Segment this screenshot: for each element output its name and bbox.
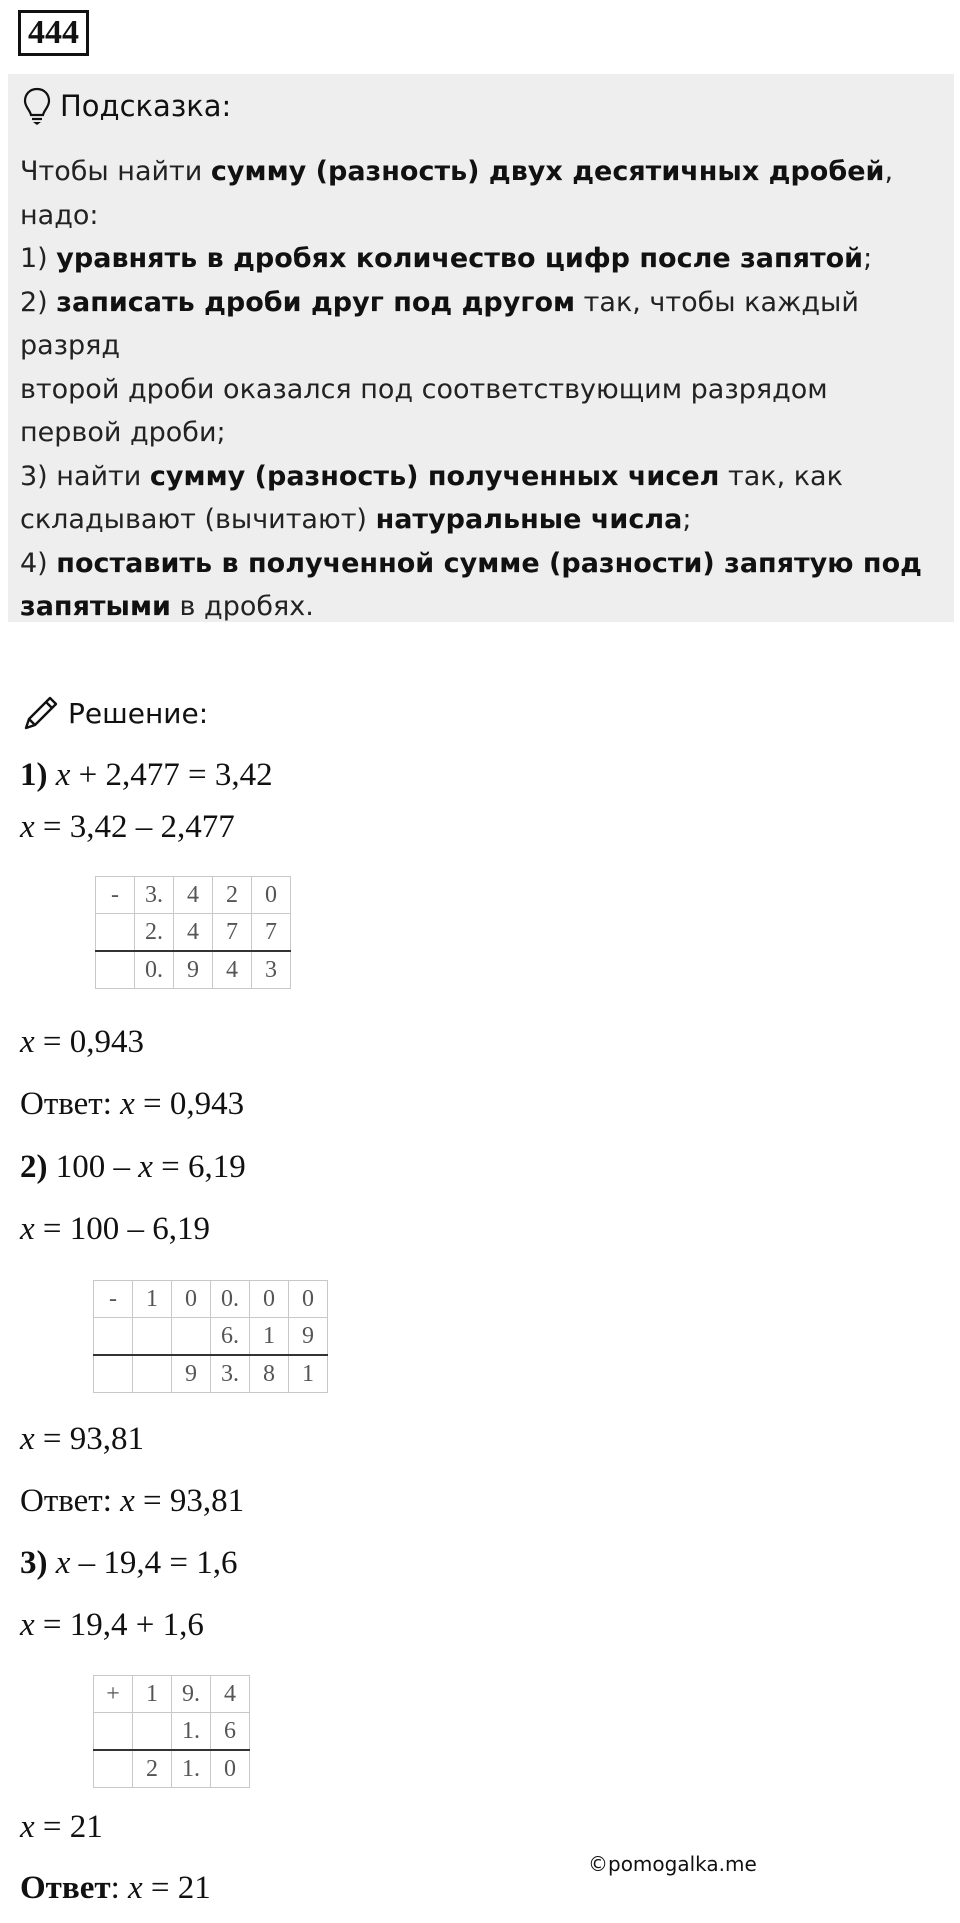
hint-step-3 <box>20 455 942 542</box>
calc-row <box>94 1750 250 1788</box>
calc-cell <box>94 1713 133 1751</box>
calc-row <box>96 914 291 952</box>
calc-cell <box>133 1318 172 1356</box>
p2-result <box>20 1421 144 1458</box>
calc-row <box>94 1713 250 1751</box>
calc-cell: 1. <box>172 1713 211 1751</box>
p3-answer-value: = 21 <box>142 1870 211 1906</box>
step2-num: 2) <box>20 286 57 318</box>
calc-cell: 8 <box>250 1355 289 1393</box>
calc-cell: 4 <box>213 951 252 989</box>
calc-cell: 9 <box>174 951 213 989</box>
p2-step-text: = 100 – 6,19 <box>34 1211 211 1247</box>
p3-answer-colon: : <box>110 1870 128 1906</box>
hint-text <box>20 150 942 629</box>
p2-step-var: x <box>20 1211 35 1247</box>
calc-cell: 0 <box>289 1281 328 1318</box>
step2-line2: второй дроби оказался под соответствующим разрядом <box>20 373 828 405</box>
p1-equation <box>20 757 273 794</box>
p1-label: 1) <box>20 757 48 793</box>
calc-cell <box>96 951 135 989</box>
calc-row <box>94 1355 328 1393</box>
p2-column-calc <box>93 1280 328 1393</box>
calc-cell <box>172 1318 211 1356</box>
p2-var: x <box>138 1149 153 1185</box>
calc-cell: 4 <box>174 914 213 952</box>
calc-sign: - <box>94 1281 133 1318</box>
calc-row <box>94 1676 250 1713</box>
p2-step <box>20 1211 210 1248</box>
step3-post: так, как <box>719 460 843 492</box>
p2-answer <box>20 1483 244 1520</box>
pencil-icon <box>20 692 62 734</box>
hint-intro <box>20 150 942 237</box>
p3-result-text: = 21 <box>34 1809 103 1845</box>
p2-label: 2) <box>20 1149 48 1185</box>
p3-answer <box>20 1870 211 1907</box>
hint-step-2 <box>20 281 942 455</box>
solution-title: Решение: <box>68 696 209 730</box>
p1-answer-value: = 0,943 <box>134 1086 245 1122</box>
p1-result <box>20 1024 144 1061</box>
calc-cell: 4 <box>211 1676 250 1713</box>
p1-answer-var: x <box>120 1086 135 1122</box>
p1-answer <box>20 1086 244 1123</box>
watermark: ©pomogalka.me <box>588 1852 757 1876</box>
calc-cell <box>94 1750 133 1788</box>
p3-eq: – 19,4 = 1,6 <box>70 1545 238 1581</box>
hint-intro-pre: Чтобы найти <box>20 156 211 187</box>
step4-num: 4) <box>20 547 57 579</box>
p3-result <box>20 1809 103 1846</box>
calc-row <box>94 1318 328 1356</box>
calc-cell: 2. <box>135 914 174 952</box>
p2-answer-label: Ответ: <box>20 1483 121 1519</box>
calc-cell: 9 <box>172 1355 211 1393</box>
p2-result-var: x <box>20 1421 35 1457</box>
calc-cell: 6. <box>211 1318 250 1356</box>
calc-cell: 0 <box>252 877 291 914</box>
p3-equation <box>20 1545 238 1582</box>
p3-label: 3) <box>20 1545 48 1581</box>
calc-cell: 1 <box>133 1281 172 1318</box>
calc-cell: 4 <box>174 877 213 914</box>
calc-sign: - <box>96 877 135 914</box>
hint-step-1 <box>20 237 942 281</box>
calc-cell: 3. <box>211 1355 250 1393</box>
p2-eq-pre: 100 – <box>47 1149 139 1185</box>
calc-cell: 1. <box>172 1750 211 1788</box>
p2-answer-var: x <box>120 1483 135 1519</box>
calc-cell: 3 <box>252 951 291 989</box>
calc-cell: 0. <box>135 951 174 989</box>
hint-intro-post: , <box>884 156 894 187</box>
step1-bold: уравнять в дробях количество цифр после запятой <box>56 243 864 274</box>
calc-cell: 0 <box>211 1750 250 1788</box>
step2-bold: записать дроби друг под другом <box>56 286 576 318</box>
step2-post: так, чтобы каждый разряд <box>20 286 859 361</box>
p1-answer-label: Ответ: <box>20 1086 121 1122</box>
step3-bold-b: натуральные числа <box>375 504 683 535</box>
step4-bold-b: запятыми <box>20 591 171 622</box>
calc-cell <box>133 1355 172 1393</box>
p3-answer-label: Ответ <box>20 1870 111 1906</box>
calc-cell <box>96 914 135 952</box>
calc-cell: 7 <box>213 914 252 952</box>
calc-cell: 7 <box>252 914 291 952</box>
lightbulb-icon <box>22 86 52 126</box>
calc-sign: + <box>94 1676 133 1713</box>
calc-cell: 9 <box>289 1318 328 1356</box>
p2-answer-value: = 93,81 <box>134 1483 245 1519</box>
p2-eq-post: = 6,19 <box>152 1149 246 1185</box>
step2-line3: первой дроби; <box>20 417 226 448</box>
step4-post-b: в дробях. <box>170 591 314 622</box>
calc-cell <box>94 1355 133 1393</box>
calc-row <box>94 1281 328 1318</box>
p1-result-text: = 0,943 <box>34 1024 145 1060</box>
p3-step <box>20 1607 204 1644</box>
calc-cell: 6 <box>211 1713 250 1751</box>
p3-step-text: = 19,4 + 1,6 <box>34 1607 204 1643</box>
step3-pre-b: складывают (вычитают) <box>20 504 376 535</box>
exercise-number: 444 <box>18 10 89 56</box>
calc-cell: 0. <box>211 1281 250 1318</box>
p3-answer-var: x <box>127 1870 143 1906</box>
hint-header <box>20 76 942 136</box>
calc-row <box>96 951 291 989</box>
calc-cell: 3. <box>135 877 174 914</box>
calc-cell: 1 <box>289 1355 328 1393</box>
step3-num: 3) найти <box>20 460 150 492</box>
calc-cell: 1 <box>133 1676 172 1713</box>
calc-cell: 1 <box>250 1318 289 1356</box>
calc-cell: 0 <box>172 1281 211 1318</box>
p1-column-calc <box>95 876 291 989</box>
calc-cell <box>133 1713 172 1751</box>
p3-column-calc <box>93 1675 250 1788</box>
p1-step <box>20 809 235 846</box>
step1-post: ; <box>863 243 873 274</box>
p3-step-var: x <box>20 1607 35 1643</box>
hint-intro-bold: сумму (разность) двух десятичных дробей <box>210 156 885 187</box>
solution-header <box>20 692 208 734</box>
step4-bold: поставить в полученной сумме (разности) запятую под <box>56 547 922 579</box>
calc-cell: 0 <box>250 1281 289 1318</box>
p1-eq: + 2,477 = 3,42 <box>70 757 273 793</box>
p2-result-text: = 93,81 <box>34 1421 145 1457</box>
hint-title: Подсказка: <box>60 89 232 123</box>
calc-cell <box>94 1318 133 1356</box>
calc-cell: 2 <box>133 1750 172 1788</box>
step3-bold: сумму (разность) полученных чисел <box>149 460 720 492</box>
step1-num: 1) <box>20 243 57 274</box>
hint-intro-line2: надо: <box>20 199 99 231</box>
p1-result-var: x <box>20 1024 35 1060</box>
p2-equation <box>20 1149 246 1186</box>
p1-var: x <box>55 757 71 793</box>
calc-cell: 9. <box>172 1676 211 1713</box>
p3-result-var: x <box>20 1809 35 1845</box>
hint-step-4 <box>20 542 942 629</box>
p1-step-text: = 3,42 – 2,477 <box>34 809 235 845</box>
calc-cell: 2 <box>213 877 252 914</box>
hint-box <box>8 74 954 622</box>
p1-step-var: x <box>20 809 35 845</box>
calc-row <box>96 877 291 914</box>
step3-post-b: ; <box>682 504 692 535</box>
p3-var: x <box>55 1545 71 1581</box>
